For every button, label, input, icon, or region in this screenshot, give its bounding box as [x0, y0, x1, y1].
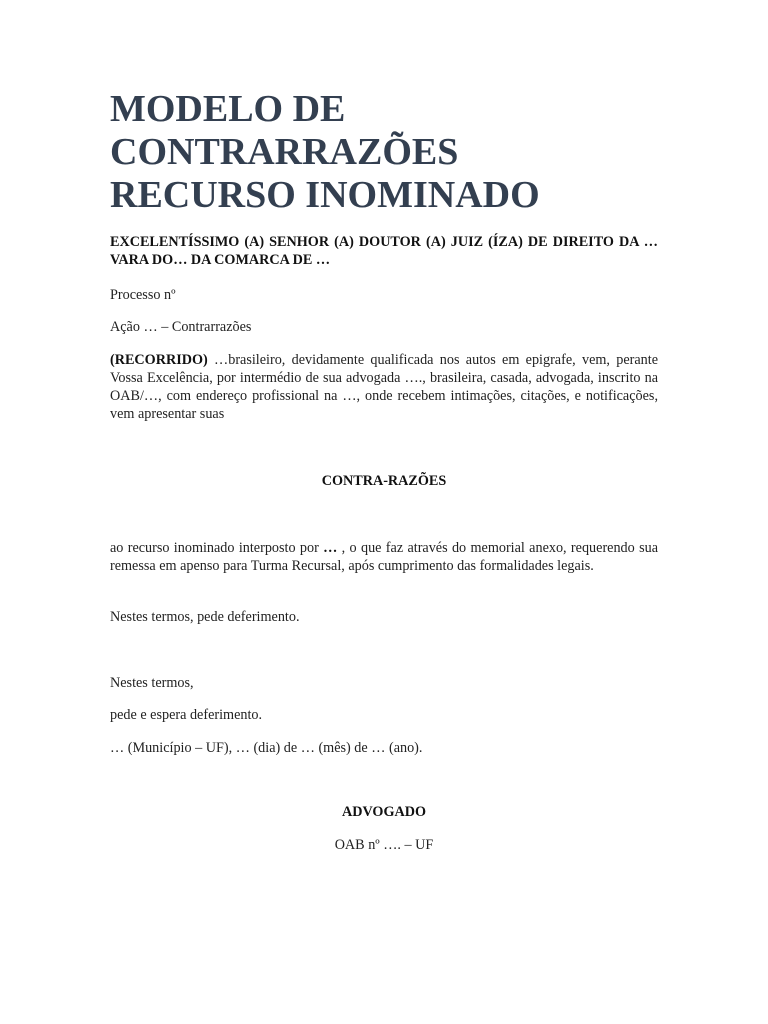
pede-espera-line: pede e espera deferimento. [110, 707, 263, 723]
title-line-2: CONTRARRAZÕES [110, 131, 459, 173]
signature-oab: OAB nº …. – UF [334, 837, 434, 853]
nestes-termos-line-1: Nestes termos, pede deferimento. [110, 609, 300, 625]
acao-line: Ação … – Contrarrazões [110, 319, 252, 335]
document-title [110, 88, 658, 217]
recorrido-text: …brasileiro, devidamente qualificada nos autos em epigrafe, vem, perante Vossa Excelência, por intermédio de sua advogada …., brasileira, casada, advogada, inscrito na OAB/…, com endereço profissional na …, onde recebem intimações, citações, e notificações, vem apresentar suas [110, 352, 658, 422]
title-line-1: MODELO DE [110, 88, 346, 130]
recurso-paragraph [110, 539, 658, 575]
recurso-pre: ao recurso inominado interposto por [110, 540, 324, 556]
recurso-bold: … [323, 540, 338, 556]
recorrido-paragraph [110, 351, 658, 423]
recorrido-label: (RECORRIDO) [110, 352, 208, 368]
processo-line: Processo nº [110, 287, 176, 303]
recurso-post: , o que faz através do memorial anexo, requerendo sua remessa em apenso para Turma Recursal, após cumprimento das formalidades legais. [110, 540, 658, 574]
title-line-3: RECURSO INOMINADO [110, 174, 540, 216]
section-heading: CONTRA-RAZÕES [321, 473, 447, 489]
signature-title: ADVOGADO [341, 804, 427, 820]
addressee-heading: EXCELENTÍSSIMO (A) SENHOR (A) DOUTOR (A) JUIZ (ÍZA) DE DIREITO DA … VARA DO… DA COMARCA DE … [110, 234, 658, 268]
local-data-line: … (Município – UF), … (dia) de … (mês) de … (ano). [110, 740, 423, 756]
nestes-termos-line-2: Nestes termos, [110, 675, 194, 691]
